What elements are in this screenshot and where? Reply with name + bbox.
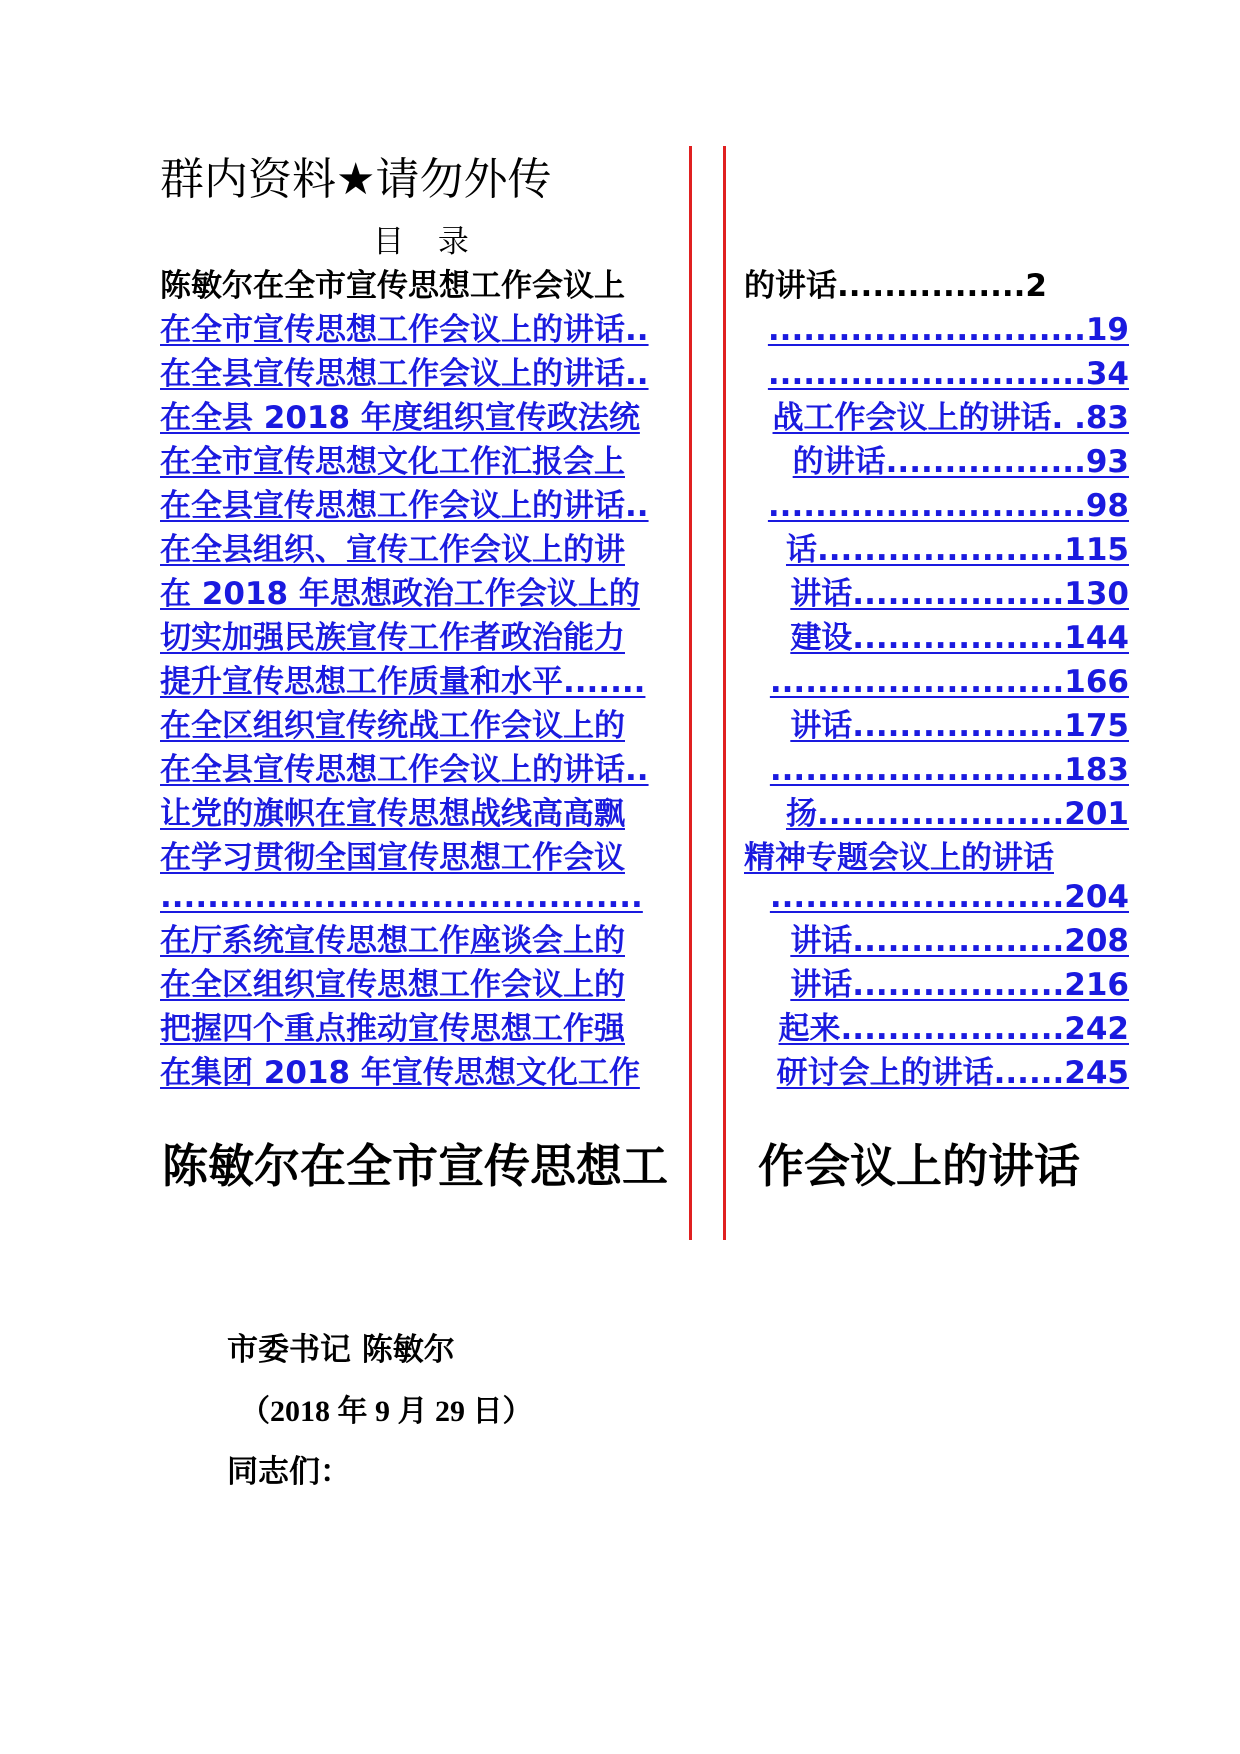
toc-link-right[interactable]: 精神专题会议上的讲话	[744, 840, 1054, 876]
speaker-byline: 市委书记 陈敏尔	[227, 1332, 455, 1368]
toc-link-right[interactable]: 讲话..................216	[790, 967, 1129, 1003]
toc-link-left[interactable]: 在集团 2018 年宣传思想文化工作	[160, 1055, 640, 1091]
toc-link-right[interactable]: 讲话..................208	[790, 923, 1129, 959]
toc-link-left[interactable]: 让党的旗帜在宣传思想战线高高飘	[160, 796, 625, 832]
toc-link-right[interactable]: ...........................34	[767, 356, 1129, 392]
toc-link-right[interactable]: 话.....................115	[785, 532, 1129, 568]
column-divider-right	[723, 146, 726, 1240]
toc-link-right[interactable]: .........................204	[769, 879, 1129, 915]
salutation: 同志们：	[227, 1454, 351, 1490]
speech-date: （2018 年 9 月 29 日）	[240, 1395, 533, 1428]
toc-link-left[interactable]: 在全县组织、宣传工作会议上的讲	[160, 532, 625, 568]
toc-link-left[interactable]: 在全市宣传思想工作会议上的讲话..	[160, 312, 649, 348]
toc-title: 目 录	[373, 224, 481, 260]
toc-link-left[interactable]: 把握四个重点推动宣传思想工作强	[160, 1011, 625, 1047]
toc-link-left[interactable]: 在全县宣传思想工作会议上的讲话..	[160, 752, 649, 788]
speech-title-left: 陈敏尔在全市宣传思想工	[162, 1139, 668, 1193]
toc-link-left[interactable]: .........................................	[160, 879, 643, 915]
toc-link-right[interactable]: 建设..................144	[790, 620, 1129, 656]
toc-link-left[interactable]: 在学习贯彻全国宣传思想工作会议	[160, 840, 625, 876]
toc-link-right[interactable]: 扬.....................201	[785, 796, 1129, 832]
toc-link-right[interactable]: 战工作会议上的讲话. .83	[772, 400, 1129, 436]
toc-link-right[interactable]: 讲话..................130	[790, 576, 1129, 612]
toc-link-right[interactable]: ...........................98	[767, 488, 1129, 524]
toc-link-right[interactable]: 研讨会上的讲话......245	[776, 1055, 1129, 1091]
toc-entry-left: 陈敏尔在全市宣传思想工作会议上	[160, 268, 625, 304]
toc-link-left[interactable]: 在全县宣传思想工作会议上的讲话..	[160, 356, 649, 392]
toc-link-left[interactable]: 在全市宣传思想文化工作汇报会上	[160, 444, 625, 480]
toc-link-right[interactable]: 讲话..................175	[790, 708, 1129, 744]
toc-link-right[interactable]: 的讲话.................93	[792, 444, 1129, 480]
toc-link-right[interactable]: .........................183	[769, 752, 1129, 788]
toc-link-left[interactable]: 在 2018 年思想政治工作会议上的	[160, 576, 640, 612]
toc-link-left[interactable]: 在厅系统宣传思想工作座谈会上的	[160, 923, 625, 959]
toc-link-left[interactable]: 在全区组织宣传思想工作会议上的	[160, 967, 625, 1003]
toc-link-left[interactable]: 在全县宣传思想工作会议上的讲话..	[160, 488, 649, 524]
toc-link-right[interactable]: .........................166	[769, 664, 1129, 700]
toc-link-left[interactable]: 切实加强民族宣传工作者政治能力	[160, 620, 625, 656]
toc-link-right[interactable]: 起来...................242	[778, 1011, 1129, 1047]
speech-title-right: 作会议上的讲话	[758, 1139, 1080, 1193]
toc-link-left[interactable]: 提升宣传思想工作质量和水平.......	[160, 664, 646, 700]
toc-entry-right: 的讲话................2	[744, 268, 1047, 304]
confidential-note: 群内资料★请勿外传	[160, 154, 552, 205]
toc-link-left[interactable]: 在全县 2018 年度组织宣传政法统	[160, 400, 640, 436]
column-divider-left	[689, 146, 692, 1240]
toc-link-right[interactable]: ...........................19	[767, 312, 1129, 348]
toc-link-left[interactable]: 在全区组织宣传统战工作会议上的	[160, 708, 625, 744]
